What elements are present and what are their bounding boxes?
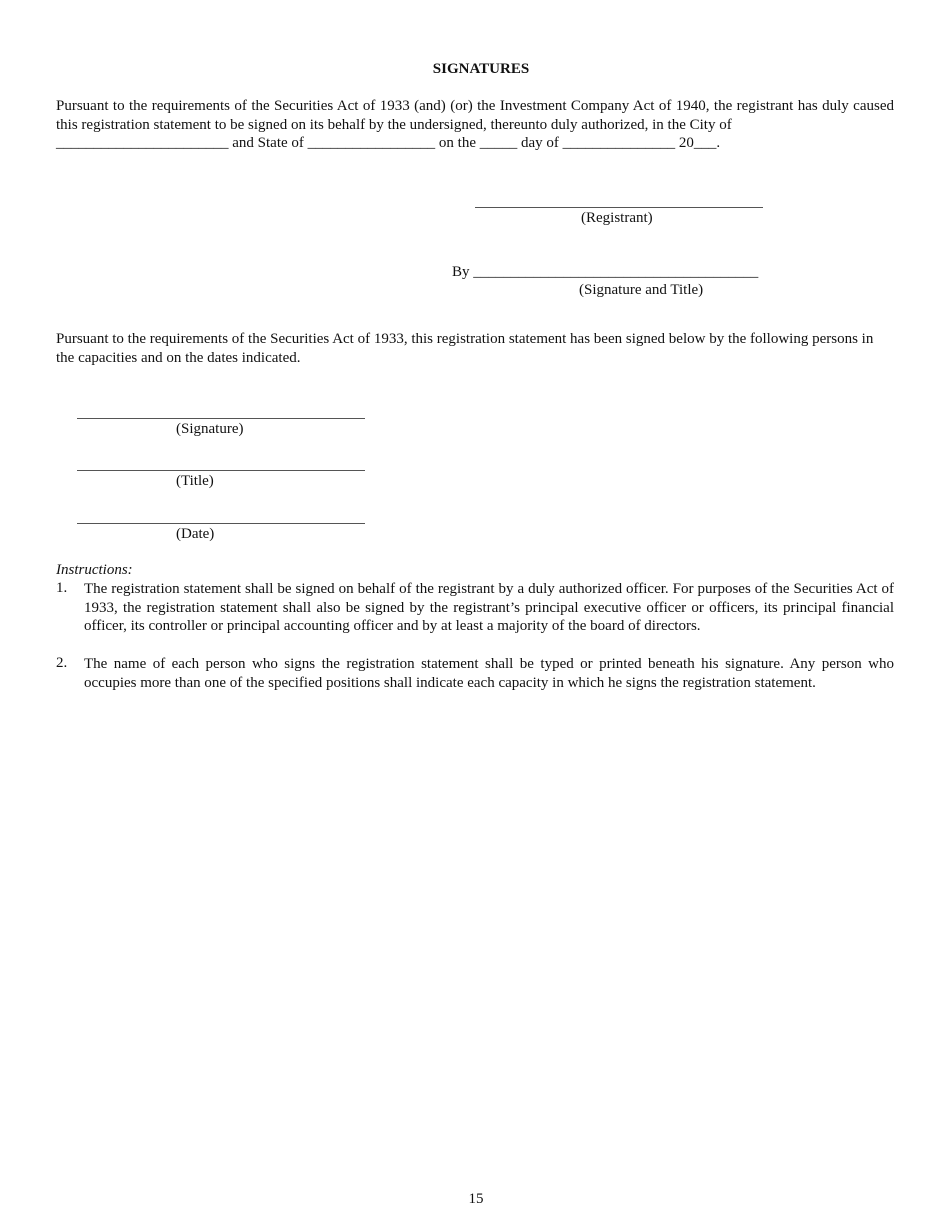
instruction-text: The name of each person who signs the registration statement shall be typed or printed beneath his signature. Any person who occupies more than one of the specified positions shall indicate each capacity in which he signs the registration statement. [84,656,894,691]
registrant-caption: (Registrant) [581,210,653,226]
day-blank[interactable]: _____ [479,135,518,151]
page-number: 15 [468,1191,484,1207]
instruction-item [56,655,894,692]
year-label: 20___. [678,135,721,151]
instruction-item [56,580,894,636]
instruction-number: 2. [56,655,68,671]
month-blank[interactable]: _______________ [562,135,676,151]
person-signature-line[interactable] [77,418,365,419]
instruction-number: 1. [56,580,68,596]
state-blank[interactable]: _________________ [307,135,436,151]
by-line [452,264,758,281]
by-signature-blank[interactable]: ______________________________________ [473,264,759,280]
title-caption: (Title) [176,473,214,489]
persons-paragraph: Pursuant to the requirements of the Securities Act of 1933, this registration statement has been signed below by the following persons in the capacities and on the dates indicated. [56,331,874,366]
city-state-date-line [56,134,894,153]
instructions-label: Instructions: [56,562,133,578]
state-label: and State of [232,135,304,151]
registrant-signature-line[interactable] [475,207,763,208]
person-date-line[interactable] [77,523,365,524]
instruction-text: The registration statement shall be signed on behalf of the registrant by a duly authorized officer. For purposes of the Securities Act of 1933, the registration statement shall also be signed by the registrant’s principal executive officer or officers, its principal financial officer, its controller or principal accounting officer and by at least a majority of the board of directors. [84,581,894,634]
on-the-label: on the [438,135,476,151]
day-of-label: day of [520,135,559,151]
page-title: SIGNATURES [432,61,530,77]
city-blank[interactable]: _______________________ [56,135,229,151]
date-caption: (Date) [176,526,215,542]
signature-and-title-caption: (Signature and Title) [579,282,704,298]
person-title-line[interactable] [77,470,365,471]
signature-caption: (Signature) [176,421,244,437]
by-label: By [452,264,470,280]
intro-paragraph: Pursuant to the requirements of the Securities Act of 1933 (and) (or) the Investment Company Act of 1940, the registrant has duly caused this registration statement to be signed on its behalf by the undersigned, thereunto duly authorized, in the City of [56,98,894,133]
